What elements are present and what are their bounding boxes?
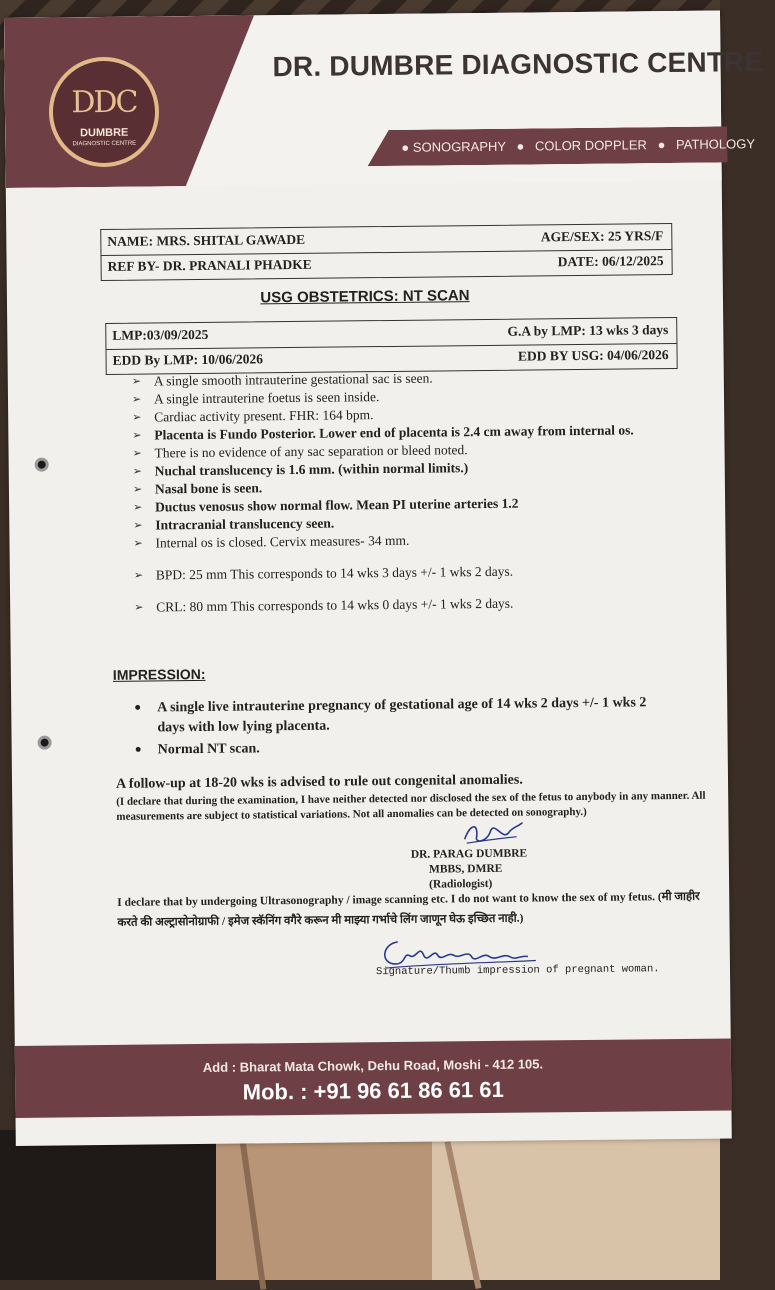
clinic-title: DR. DUMBRE DIAGNOSTIC CENTRE [272, 46, 764, 83]
doctor-role: (Radiologist) [429, 877, 493, 891]
service-item: SONOGRAPHY [412, 138, 506, 155]
doctor-signature [456, 813, 526, 848]
doctor-name: DR. PARAG DUMBRE [410, 847, 528, 861]
pregnancy-dates-table [105, 317, 678, 375]
sex-determination-declaration: (I declare that during the examination, I have neither detected nor disclosed the sex of the fetus to anybody in any manner. All measurements are subject to statistical variations. Not all anomalies can be detected on sonography.) [116, 789, 706, 823]
signature-caption: Signature/Thumb impression of pregnant woman. [375, 963, 660, 979]
arrow-bullet-icon: ➢ [132, 482, 143, 496]
finding-item: ➢ There is no evidence of any sac separation or bleed noted. [128, 439, 688, 463]
finding-item: ➢ Nuchal translucency is 1.6 mm. (within normal limits.) [129, 457, 689, 481]
impression-heading: IMPRESSION: [112, 665, 206, 683]
bullet-icon: ● [401, 139, 410, 155]
arrow-bullet-icon: ➢ [132, 410, 142, 424]
arrow-bullet-icon: ➢ [133, 536, 143, 550]
findings-list [128, 367, 691, 617]
clinic-mobile: Mob. : +91 96 61 86 61 61 [242, 1076, 504, 1105]
report-title: USG OBSTETRICS: NT SCAN [260, 287, 470, 307]
service-item: COLOR DOPPLER [534, 137, 647, 154]
finding-item: ➢ A single smooth intrauterine gestational sac is seen. [128, 367, 688, 391]
patient-info-table [100, 223, 673, 281]
punch-hole [35, 458, 49, 472]
service-item: PATHOLOGY [675, 136, 756, 152]
finding-item: ➢ Nasal bone is seen. [129, 475, 689, 499]
patient-declaration: I declare that by undergoing Ultrasonography / image scanning etc. I do not want to know the sex of my fetus. (मी जाहीर करते की अल्ट्रासोनोग्राफी / इमेज स्कॅनिंग वगैरे करून मी माझ्या गर्भाचे लिंग जाणून घेऊ इच्छित नाही.) [117, 890, 700, 929]
bullet-icon: • [133, 742, 143, 759]
arrow-bullet-icon: ➢ [133, 518, 143, 532]
report-date: DATE: 06/12/2025 [557, 253, 664, 270]
bullet-icon: ● [657, 137, 666, 153]
patient-info-row [101, 249, 671, 280]
impression-item: • Normal NT scan. [133, 741, 260, 759]
clinic-address: Add : Bharat Mata Chowk, Dehu Road, Moshi - 412 105. [202, 1056, 544, 1075]
finding-item: ➢ Placenta is Fundo Posterior. Lower end of placenta is 2.4 cm away from internal os. [128, 421, 688, 445]
bullet-icon: ● [516, 138, 525, 154]
arrow-bullet-icon: ➢ [134, 600, 144, 614]
arrow-bullet-icon: ➢ [132, 464, 143, 478]
punch-hole [38, 736, 52, 750]
logo-subtitle: DIAGNOSTIC CENTRE [72, 140, 137, 148]
followup-advice: A follow-up at 18-20 wks is advised to rule out congenital anomalies. [115, 772, 523, 792]
referred-by: REF BY- DR. PRANALI PHADKE [107, 256, 312, 274]
doctor-block [411, 847, 528, 893]
impression-list [131, 693, 672, 763]
arrow-bullet-icon: ➢ [132, 428, 142, 442]
lmp-date: LMP:03/09/2025 [112, 326, 209, 343]
arrow-bullet-icon: ➢ [132, 446, 142, 460]
edd-by-usg: EDD BY USG: 04/06/2026 [517, 347, 669, 364]
measurement-item: ➢ BPD: 25 mm This corresponds to 14 wks 3 days +/- 1 wks 2 days. [130, 561, 690, 585]
doctor-degree: MBBS, DMRE [428, 862, 503, 876]
arrow-bullet-icon: ➢ [133, 568, 144, 582]
bullet-icon: • [133, 700, 143, 717]
finding-item: ➢ Intracranial translucency seen. [129, 511, 689, 535]
arrow-bullet-icon: ➢ [131, 374, 142, 388]
logo-monogram: DDC [71, 84, 137, 121]
logo-name: DUMBRE [80, 126, 129, 140]
clinic-logo [48, 56, 159, 167]
report-paper [4, 11, 764, 1146]
impression-item: • A single live intrauterine pregnancy of gestational age of 14 wks 2 days +/- 1 wks 2 days with low lying placenta. [133, 695, 647, 736]
finding-item: ➢ Ductus venosus show normal flow. Mean PI uterine arteries 1.2 [129, 493, 689, 517]
ga-by-lmp: G.A by LMP: 13 wks 3 days [507, 322, 669, 339]
arrow-bullet-icon: ➢ [131, 392, 142, 406]
patient-name: NAME: MRS. SHITAL GAWADE [107, 231, 306, 249]
edd-by-lmp: EDD By LMP: 10/06/2026 [112, 351, 264, 368]
finding-item: ➢ A single intrauterine foetus is seen inside. [128, 385, 688, 409]
patient-age-sex: AGE/SEX: 25 YRS/F [540, 228, 664, 245]
arrow-bullet-icon: ➢ [133, 500, 143, 514]
background-floor [0, 1130, 720, 1280]
finding-item: ➢ Cardiac activity present. FHR: 164 bpm. [128, 403, 688, 427]
measurement-item: ➢ CRL: 80 mm This corresponds to 14 wks 0 days +/- 1 wks 2 days. [130, 593, 690, 617]
finding-item: ➢ Internal os is closed. Cervix measures- 34 mm. [129, 529, 689, 553]
